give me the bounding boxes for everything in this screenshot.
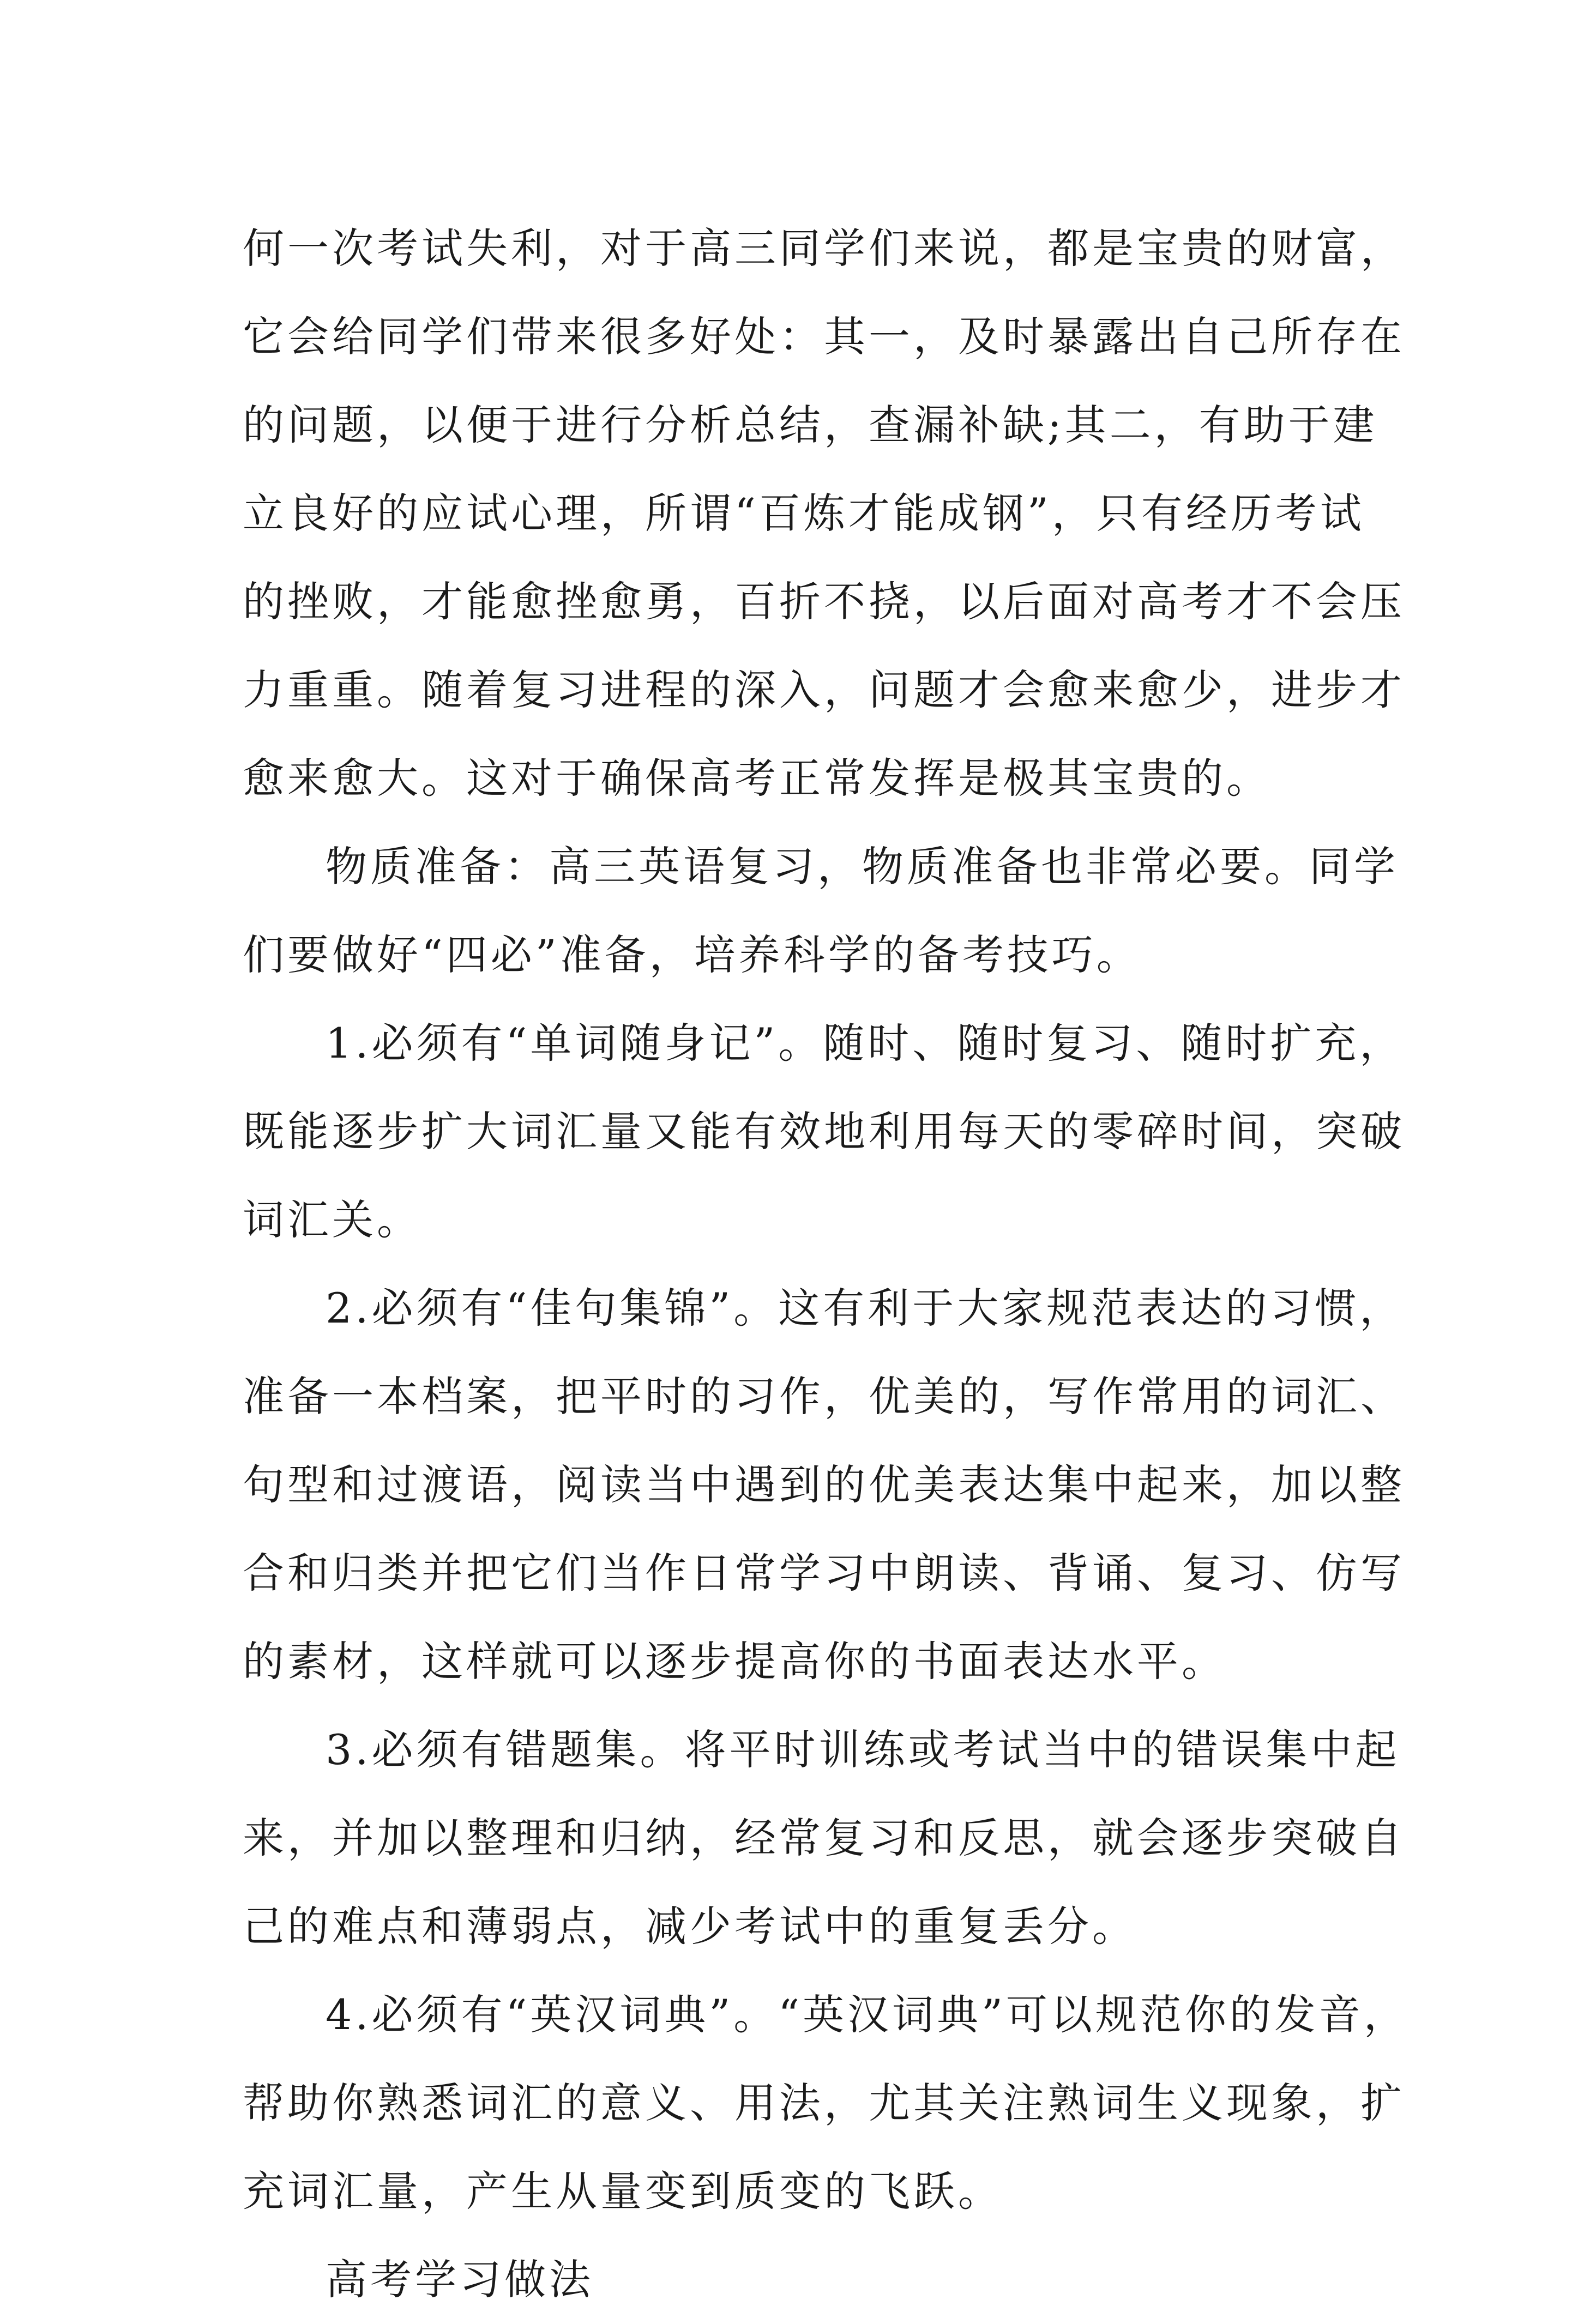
text-line: 帮助你熟悉词汇的意义、用法，尤其关注熟词生义现象，扩 [243,2079,1405,2127]
text-line: 立良好的应试心理，所谓“百炼才能成钢”，只有经历考试 [243,489,1365,538]
text-line: 既能逐步扩大词汇量又能有效地利用每天的零碎时间，突破 [243,1107,1405,1156]
list-item-4-line: 4.必须有“英汉词典”。“英汉词典”可以规范你的发音， [326,1990,1408,2039]
text-line: 的问题，以便于进行分析总结，查漏补缺;其二，有助于建 [243,401,1378,449]
text-line: 的素材，这样就可以逐步提高你的书面表达水平。 [243,1637,1226,1686]
list-item-3-line: 3.必须有错题集。将平时训练或考试当中的错误集中起 [326,1725,1400,1774]
section-heading: 高考学习做法 [326,2255,594,2304]
text-line: 词汇关。 [243,1196,421,1244]
text-line: 们要做好“四必”准备，培养科学的备考技巧。 [243,931,1141,979]
text-line: 准备一本档案，把平时的习作，优美的，写作常用的词汇、 [243,1372,1405,1421]
paragraph-start-line: 物质准备：高三英语复习，物质准备也非常必要。同学 [326,842,1399,891]
text-line: 来，并加以整理和归纳，经常复习和反思，就会逐步突破自 [243,1814,1405,1862]
text-line: 的挫败，才能愈挫愈勇，百折不挠，以后面对高考才不会压 [243,577,1405,626]
text-line: 己的难点和薄弱点，减少考试中的重复丢分。 [243,1902,1137,1951]
text-line: 合和归类并把它们当作日常学习中朗读、背诵、复习、仿写 [243,1549,1405,1597]
text-line: 愈来愈大。这对于确保高考正常发挥是极其宝贵的。 [243,754,1271,802]
list-item-1-line: 1.必须有“单词随身记”。随时、随时复习、随时扩充， [326,1019,1405,1067]
text-line: 力重重。随着复习进程的深入，问题才会愈来愈少，进步才 [243,666,1405,714]
text-line: 充词汇量，产生从量变到质变的飞跃。 [243,2167,1003,2216]
list-item-2-line: 2.必须有“佳句集锦”。这有利于大家规范表达的习惯， [326,1284,1405,1332]
body-text [243,204,1408,2324]
text-line: 句型和过渡语，阅读当中遇到的优美表达集中起来，加以整 [243,1460,1405,1509]
text-line: 何一次考试失利，对于高三同学们来说，都是宝贵的财富， [243,224,1405,273]
text-line: 它会给同学们带来很多好处：其一，及时暴露出自己所存在 [243,312,1405,361]
